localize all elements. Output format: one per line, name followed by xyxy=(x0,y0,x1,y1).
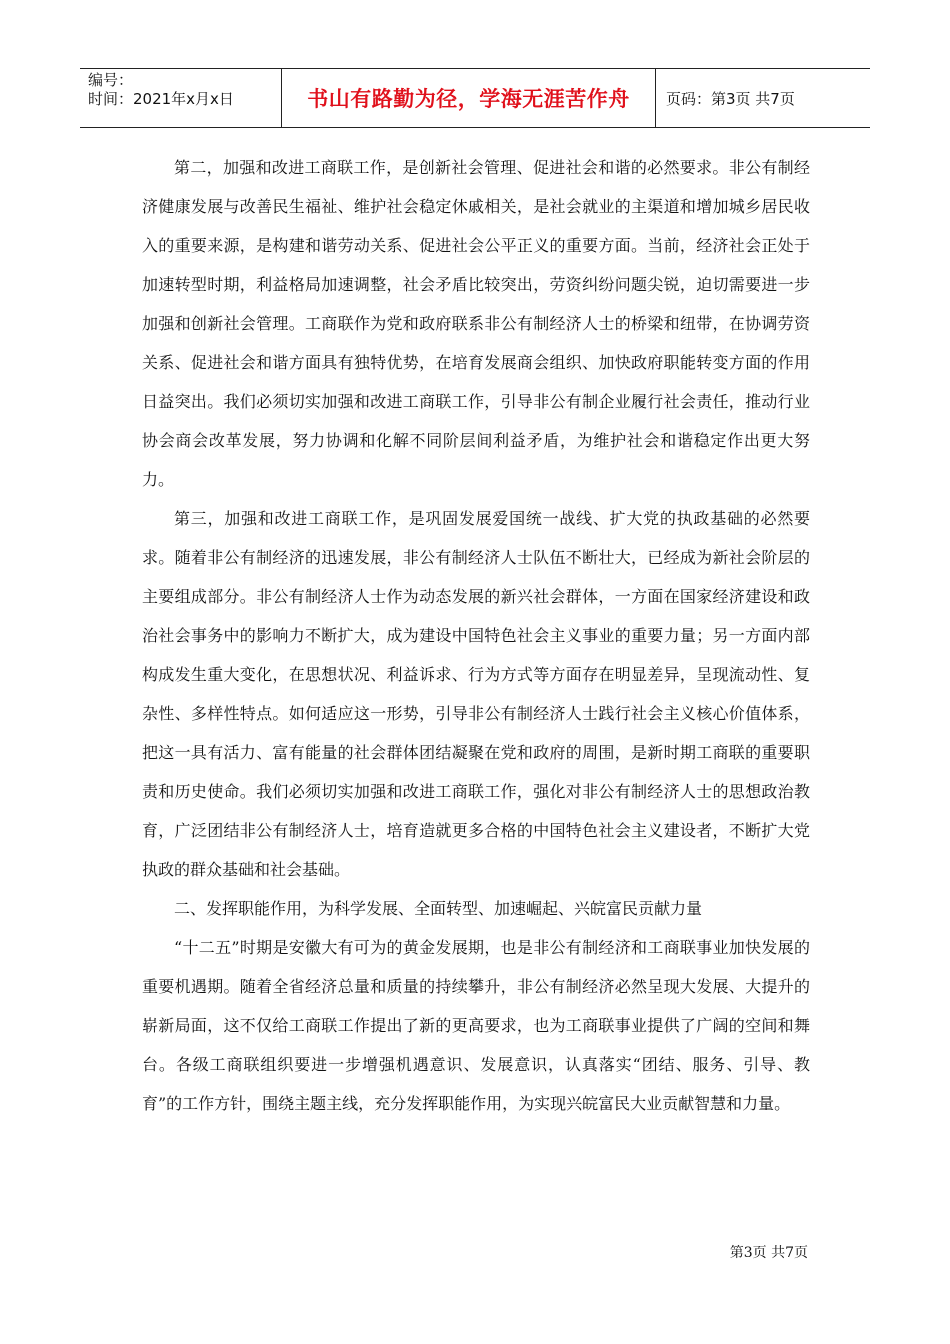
document-number-label: 编号： xyxy=(88,71,134,89)
header-page-info: 页码：第3页 共7页 xyxy=(666,89,795,108)
header-motto: 书山有路勤为径，学海无涯苦作舟 xyxy=(282,69,656,127)
section-heading: 二、发挥职能作用，为科学发展、全面转型、加速崛起、兴皖富民贡献力量 xyxy=(174,899,703,918)
document-body xyxy=(142,148,810,1123)
page-footer: 第3页 共7页 xyxy=(729,1245,808,1261)
page-header xyxy=(80,68,870,128)
header-meta xyxy=(80,69,282,127)
document-date: 时间：2021年x月x日 xyxy=(88,90,234,108)
paragraph: 第二，加强和改进工商联工作，是创新社会管理、促进社会和谐的必然要求。非公有制经济健康发展与改善民生福祉、维护社会稳定休戚相关，是社会就业的主渠道和增加城乡居民收入的重要来源，是构建和谐劳动关系、促进社会公平正义的重要方面。当前，经济社会正处于加速转型时期，利益格局加速调整，社会矛盾比较突出，劳资纠纷问题尖锐，迫切需要进一步加强和创新社会管理。工商联作为党和政府联系非公有制经济人士的桥梁和纽带，在协调劳资关系、促进社会和谐方面具有独特优势，在培育发展商会组织、加快政府职能转变方面的作用日益突出。我们必须切实加强和改进工商联工作，引导非公有制企业履行社会责任，推动行业协会商会改革发展，努力协调和化解不同阶层间利益矛盾，为维护社会和谐稳定作出更大努力。 xyxy=(142,158,810,489)
paragraph: “十二五”时期是安徽大有可为的黄金发展期，也是非公有制经济和工商联事业加快发展的重要机遇期。随着全省经济总量和质量的持续攀升，非公有制经济必然呈现大发展、大提升的崭新局面，这不仅给工商联工作提出了新的更高要求，也为工商联事业提供了广阔的空间和舞台。各级工商联组织要进一步增强机遇意识、发展意识，认真落实“团结、服务、引导、教育”的工作方针，围绕主题主线，充分发挥职能作用，为实现兴皖富民大业贡献智慧和力量。 xyxy=(142,938,810,1113)
paragraph: 第三，加强和改进工商联工作，是巩固发展爱国统一战线、扩大党的执政基础的必然要求。随着非公有制经济的迅速发展，非公有制经济人士队伍不断壮大，已经成为新社会阶层的主要组成部分。非公有制经济人士作为动态发展的新兴社会群体，一方面在国家经济建设和政治社会事务中的影响力不断扩大，成为建设中国特色社会主义事业的重要力量；另一方面内部构成发生重大变化，在思想状况、利益诉求、行为方式等方面存在明显差异，呈现流动性、复杂性、多样性特点。如何适应这一形势，引导非公有制经济人士践行社会主义核心价值体系，把这一具有活力、富有能量的社会群体团结凝聚在党和政府的周围，是新时期工商联的重要职责和历史使命。我们必须切实加强和改进工商联工作，强化对非公有制经济人士的思想政治教育，广泛团结非公有制经济人士，培育造就更多合格的中国特色社会主义建设者，不断扩大党执政的群众基础和社会基础。 xyxy=(142,509,810,879)
